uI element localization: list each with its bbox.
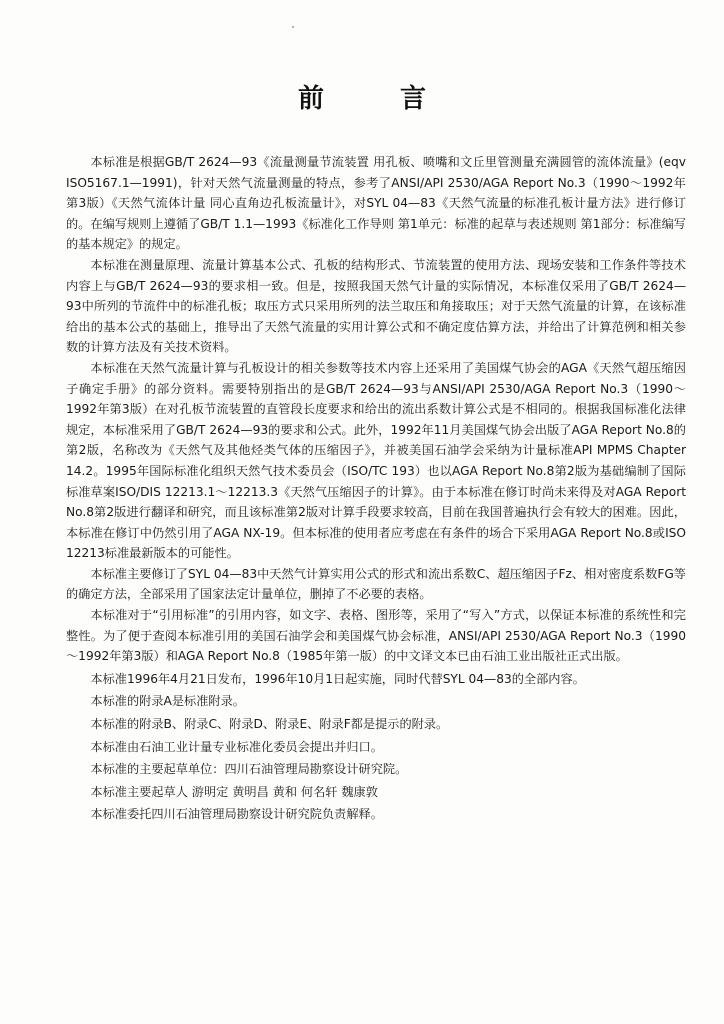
page-title: 前言 — [297, 84, 502, 114]
paragraph-interpretation: 本标准委托四川石油管理局勘察设计研究院负责解释。 — [90, 807, 383, 822]
paragraph-revisions: 本标准主要修订了SYL 04—83中天然气计算实用公式的形式和流出系数C、超压缩因子Fz、相对密度系数FG等的确定方法，全部采用了国家法定计量单位，删掉了不必要的表格。 — [66, 566, 686, 602]
preface-body — [66, 152, 686, 825]
paragraph-drafters: 本标准主要起草人 游明定 黄明昌 黄和 何名轩 魏康敦 — [90, 784, 378, 799]
paragraph-aga-reference: 本标准在天然气流量计算与孔板设计的相关参数等技术内容上还采用了美国煤气协会的AGA《天然气超压缩因子确定手册》的部分资料。需要特别指出的是GB/T 2624—93与ANSI/API 2530/AGA Report No.3（1990～1992年第3版）在对孔板节流装置的直管段长度要求和给出的流出系数计算公式是不相同的。根据我国标准化法律规定，本标准采用了GB/T 2624—93的要求和公式。此外，1992年11月美国煤气协会出版了AGA Report No.8的第2版，名称改为《天然气及其他烃类气体的压缩因子》，并被美国石油学会采纳为计量标准API MPMS Chapter 14.2。1995年国际标准化组织天然气技术委员会（ISO/TC 193）也以AGA Report No.8第2版为基础编制了国际标准草案ISO/DIS 12213.1～12213.3《天然气压缩因子的计算》。由于本标准在修订时尚未来得及对AGA Report No.8第2版进行翻译和研究，而且该标准第2版对计算手段要求较高，目前在我国普遍执行会有较大的困难。因此，本标准在修订中仍然引用了AGA NX-19。但本标准的使用者应考虑在有条件的场合下采用AGA Report No.8或ISO 12213标准最新版本的可能性。 — [66, 360, 686, 561]
paragraph-effective-date: 本标准1996年4月21日发布，1996年10月1日起实施，同时代替SYL 04—83的全部内容。 — [90, 671, 585, 686]
scan-speck — [292, 26, 294, 28]
paragraph-basis: 本标准是根据GB/T 2624—93《流量测量节流装置 用孔板、喷嘴和文丘里管测量充满圆管的流体流量》(eqv ISO5167.1—1991)，针对天然气流量测量的特点，参考了ANSI/API 2530/AGA Report No.3（1990～1992年第3版）《天然气流体计量 同心直角边孔板流量计》，对SYL 04—83《天然气流量的标准孔板计量方法》进行修订的。在编写规则上遵循了GB/T 1.1—1993《标准化工作导则 第1单元：标准的起草与表述规则 第1部分：标准编写的基本规定》的规定。 — [66, 155, 686, 252]
paragraph-appendix-others: 本标准的附录B、附录C、附录D、附录E、附录F都是提示的附录。 — [90, 717, 449, 732]
paragraph-drafting-unit: 本标准的主要起草单位：四川石油管理局勘察设计研究院。 — [90, 762, 408, 777]
paragraph-appendix-a: 本标准的附录A是标准附录。 — [90, 694, 245, 709]
paragraph-proposer: 本标准由石油工业计量专业标准化委员会提出并归口。 — [90, 739, 383, 754]
paragraph-citations: 本标准对于“引用标准”的引用内容，如文字、表格、图形等，采用了“写入”方式，以保证本标准的系统性和完整性。为了便于查阅本标准引用的美国石油学会和美国煤气协会标准，ANSI/API 2530/AGA Report No.3（1990～1992年第3版）和AGA Report No.8（1985年第一版）的中文译文本已由石油工业出版社正式出版。 — [66, 608, 686, 664]
paragraph-scope: 本标准在测量原理、流量计算基本公式、孔板的结构形式、节流装置的使用方法、现场安装和工作条件等技术内容上与GB/T 2624—93的要求相一致。但是，按照我国天然气计量的实际情况，本标准仅采用了GB/T 2624—93中所列的节流件中的标准孔板；取压方式只采用所列的法兰取压和角接取压；对于天然气流量的计算，在该标准给出的基本公式的基础上，推导出了天然气流量的实用计算公式和不确定度估算方法，并给出了计算范例和相关参数的计算方法及有关技术资料。 — [66, 257, 686, 355]
